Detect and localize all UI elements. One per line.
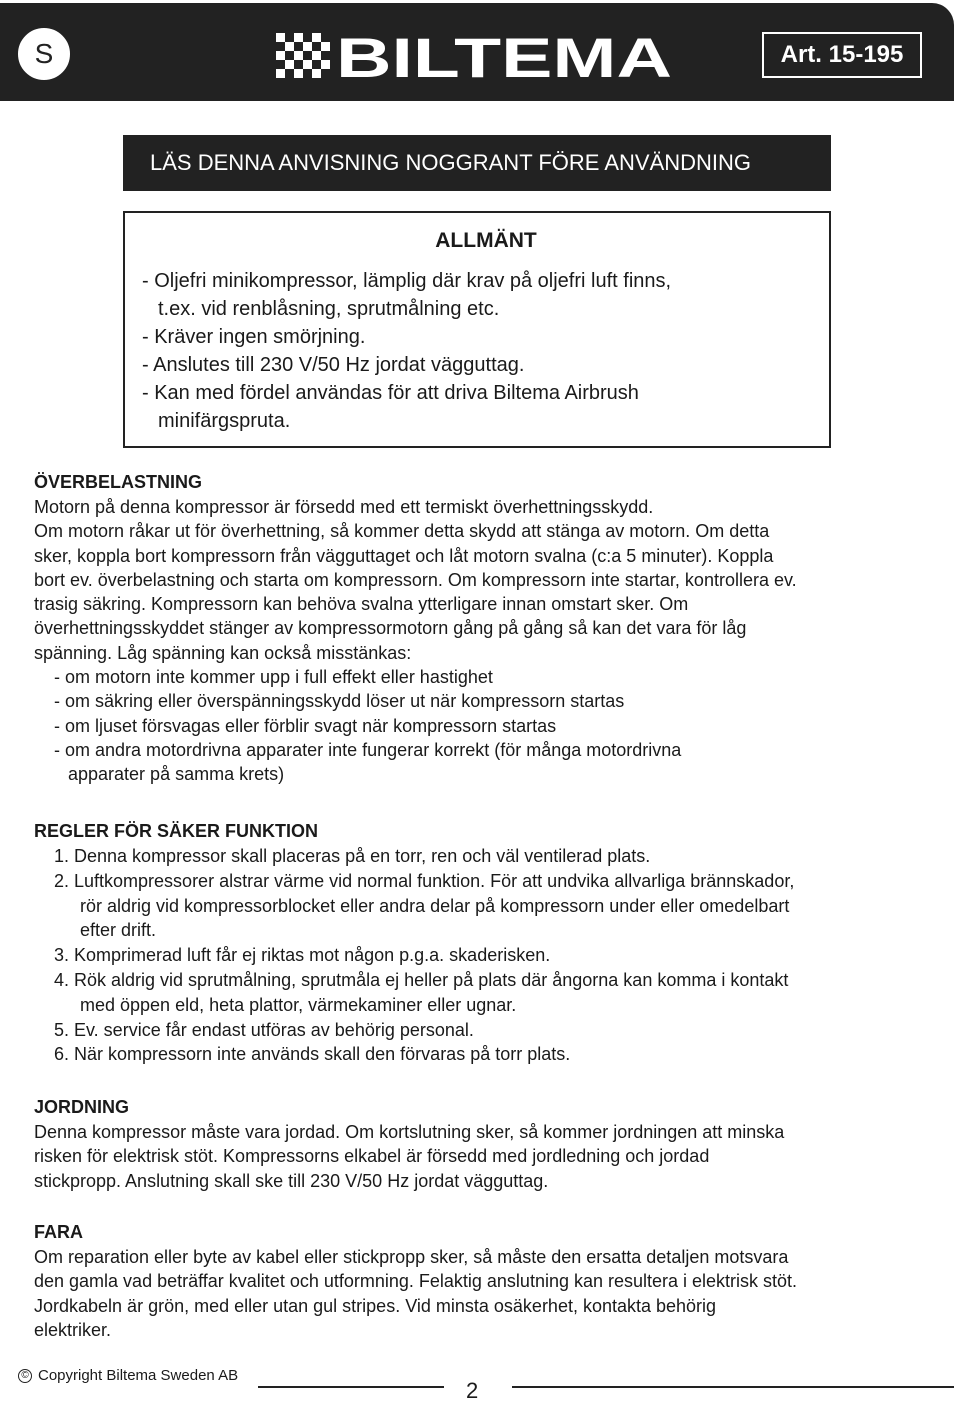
biltema-logo <box>276 27 676 81</box>
list-item: 3. Komprimerad luft får ej riktas mot någon p.g.a. skaderisken. <box>54 945 551 966</box>
general-list <box>142 267 671 435</box>
overload-line: Om motorn råkar ut för överhettning, så kommer detta skydd att stänga av motorn. Om detta <box>34 521 770 542</box>
danger-section <box>34 1219 934 1342</box>
general-line: minifärgspruta. <box>158 410 291 432</box>
general-info-box <box>123 211 831 448</box>
list-item: - om ljuset försvagas eller förblir svagt när kompressorn startas <box>54 715 557 736</box>
list-item: 6. När kompressorn inte används skall den förvaras på torr plats. <box>54 1044 571 1065</box>
general-line: - Kan med fördel användas för att driva Biltema Airbrush <box>142 382 639 404</box>
list-item: efter drift. <box>80 920 157 941</box>
overload-line: sker, koppla bort kompressorn från vägguttaget och låt motorn svalna (c:a 5 minuter). Koppla <box>34 545 774 566</box>
grounding-line: risken för elektrisk stöt. Kompressorns elkabel är försedd med jordledning och jordad <box>34 1146 710 1167</box>
overload-bullet-list <box>34 665 934 786</box>
general-title: ALLMÄNT <box>435 229 537 252</box>
list-item: 1. Denna kompressor skall placeras på en torr, ren och väl ventilerad plats. <box>54 846 651 866</box>
danger-line: Om reparation eller byte av kabel eller stickpropp sker, så måste den ersatta detaljen motsvara <box>34 1247 789 1267</box>
overload-line: spänning. Låg spänning kan också misstänkas: <box>34 642 412 663</box>
danger-line: den gamla vad beträffar kvalitet och utformning. Felaktig anslutning kan resultera i elektrisk stöt. <box>34 1271 798 1292</box>
overload-title: ÖVERBELASTNING <box>34 472 203 492</box>
page-number: 2 <box>466 1378 479 1403</box>
list-item: - om motorn inte kommer upp i full effekt eller hastighet <box>54 667 493 688</box>
checkered-flag-icon <box>276 33 330 78</box>
overload-line: trasig säkring. Kompressorn kan behöva svalna ytterligare innan omstart sker. Om <box>34 594 689 615</box>
read-instructions-banner <box>123 135 831 191</box>
footer-divider-right <box>512 1386 954 1388</box>
general-line: t.ex. vid renblåsning, sprutmålning etc. <box>158 298 500 320</box>
list-item: rör aldrig vid kompressorblocket eller andra delar på kompressorn under eller omedelbart <box>80 895 790 916</box>
footer-copyright <box>18 1367 238 1384</box>
rules-title: REGLER FÖR SÄKER FUNKTION <box>34 821 319 841</box>
general-line: - Oljefri minikompressor, lämplig där krav på oljefri luft finns, <box>142 270 672 292</box>
danger-line: elektriker. <box>34 1319 112 1340</box>
logo-wordmark: BILTEMA <box>336 27 672 81</box>
grounding-line: stickpropp. Anslutning skall ske till 230 V/50 Hz jordat vägguttag. <box>34 1170 549 1191</box>
language-badge: S <box>16 26 72 82</box>
overload-section <box>34 469 934 787</box>
overload-line: Motorn på denna kompressor är försedd med ett termiskt överhettningsskydd. <box>34 497 654 517</box>
overload-line: överhettningsskyddet stänger av kompressormotorn gång på gång så kan det vara för låg <box>34 618 747 639</box>
list-item: 5. Ev. service får endast utföras av behörig personal. <box>54 1019 474 1040</box>
list-item: 2. Luftkompressorer alstrar värme vid normal funktion. För att undvika allvarliga brännskador, <box>54 870 795 891</box>
list-item: 4. Rök aldrig vid sprutmålning, sprutmåla ej heller på plats där ångorna kan komma i kontakt <box>54 969 789 990</box>
general-line: - Kräver ingen smörjning. <box>142 326 366 348</box>
header-bar <box>0 3 954 101</box>
grounding-section <box>34 1094 934 1193</box>
list-item: - om andra motordrivna apparater inte fungerar korrekt (för många motordrivna <box>54 739 682 760</box>
grounding-line: Denna kompressor måste vara jordad. Om kortslutning sker, så kommer jordningen att minska <box>34 1122 785 1142</box>
rules-section <box>34 818 934 1067</box>
footer-divider-left <box>258 1386 444 1388</box>
overload-line: bort ev. överbelastning och starta om kompressorn. Om kompressorn inte startar, kontrollera ev. <box>34 569 797 590</box>
general-line: - Anslutes till 230 V/50 Hz jordat vägguttag. <box>142 354 525 376</box>
danger-title: FARA <box>34 1222 83 1242</box>
banner-text: LÄS DENNA ANVISNING NOGGRANT FÖRE ANVÄNDNING <box>150 150 752 175</box>
list-item: med öppen eld, heta plattor, värmekaminer eller ugnar. <box>80 994 517 1015</box>
copyright-icon: © <box>18 1369 32 1383</box>
list-item: - om säkring eller överspänningsskydd löser ut när kompressorn startas <box>54 691 625 712</box>
list-item: apparater på samma krets) <box>68 764 285 785</box>
rules-list <box>34 844 934 1067</box>
copyright-text: Copyright Biltema Sweden AB <box>38 1367 239 1384</box>
article-number: Art. 15-195 <box>762 32 922 78</box>
grounding-title: JORDNING <box>34 1097 130 1117</box>
danger-line: Jordkabeln är grön, med eller utan gul stripes. Vid minsta osäkerhet, kontakta behörig <box>34 1295 717 1316</box>
